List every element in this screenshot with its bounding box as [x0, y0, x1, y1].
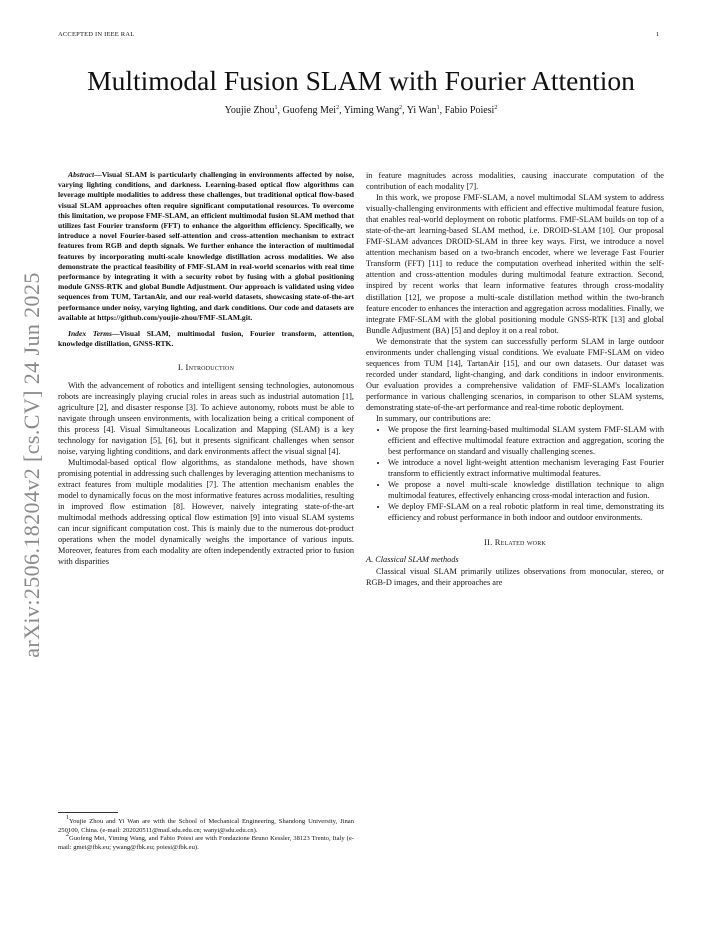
body-paragraph: Classical visual SLAM primarily utilizes observations from monocular, stereo, or RGB-D images, and their approaches are — [366, 566, 664, 587]
list-item: • We propose the first learning-based multimodal SLAM system FMF-SLAM with efficient and effective multimodal feature extraction and aggregation, scoring the best performance on standard and visually challenging scenes. — [388, 424, 664, 457]
body-paragraph: In this work, we propose FMF-SLAM, a novel multimodal SLAM system to address visually-challenging environments with efficient and effective multimodal feature fusion, that enables real-world deployment on robotic platforms. FMF-SLAM builds on top of a state-of-the-art learning-based SLAM method, i.e. DROID-SLAM [10]. Our proposal FMF-SLAM advances DROID-SLAM in three key ways. First, we introduce a novel attention mechanism based on a two-branch encoder, where we leverage Fast Fourier Transform (FFT) [11] to reduce the computation overhead inherited within the self-attention and cross-attention modules during multimodal feature extraction. Second, inspired by recent works that learn informative features through cross-modality distillation [12], we propose a multi-scale distillation method within the two-branch feature encoder to enhances the interaction and aggregation across modalities. Finally, we integrate FMF-SLAM with the global positioning module GNSS-RTK [13] and global Bundle Adjustment (BA) [5] and deploy it on a real robot. — [366, 193, 664, 335]
arxiv-stamp-text: arXiv:2506.18204v2 [cs.CV] 24 Jun 2025 — [19, 272, 44, 658]
footnote-mark: 2 — [66, 832, 69, 839]
author-name: Youjie Zhou — [224, 105, 275, 116]
affiliation-mark: 1 — [436, 105, 440, 111]
right-column — [366, 170, 664, 588]
body-paragraph: in feature magnitudes across modalities, causing inaccurate computation of the contribution of each modality [7]. — [366, 171, 664, 192]
abstract — [58, 170, 354, 323]
author-name: Yiming Wang — [343, 105, 400, 116]
footnote — [58, 815, 354, 835]
abstract-text: —Visual SLAM is particularly challenging in environments affected by noise, varying lighting conditions, and darkness. Learning-based optical flow algorithms can leverage multiple modalities to address these challenges, but traditional optical flow-based visual SLAM approaches often require significant computational resources. To overcome this limitation, we propose FMF-SLAM, an efficient multimodal fusion SLAM method that utilizes fast Fourier transform (FFT) to enhance the algorithm efficiency. Specifically, we introduce a novel Fourier-based self-attention and cross-attention mechanism to extract features from RGB and depth signals. We further enhance the interaction of multimodal features by incorporating multi-scale knowledge distillation across modalities. We also demonstrate the practical feasibility of FMF-SLAM in real-world scenarios with real time performance by integrating it with a security robot by fusing with a global positioning module GNSS-RTK and global Bundle Adjustment. Our approach is validated using video sequences from TUM, TartanAir, and our real-world datasets, showcasing state-of-the-art performance under noisy, varying lighting, and dark conditions. Our code and datasets are available at https://github.com/youjie-zhou/FMF-SLAM.git. — [58, 170, 354, 322]
running-head: ACCEPTED IN IEEE RAL — [58, 31, 135, 38]
footnote-text: Youjie Zhou and Yi Wan are with the School of Mechanical Engineering, Shandong University, Jinan 250100, China. (e-mail: 202020511@mail.sdu.edu.cn; wanyi@sdu.edu.cn). — [58, 818, 354, 834]
contribution-list — [366, 424, 664, 523]
page-number: 1 — [656, 31, 660, 38]
list-item: • We introduce a novel light-weight attention mechanism leveraging Fast Fourier transform to efficiently extract informative multimodal features. — [388, 457, 664, 479]
body-paragraph: Multimodal-based optical flow algorithms, as standalone methods, have shown promising potential in addressing such challenges by leveraging attention mechanisms to extract features from multiple modalities [7]. The attention mechanism enables the model to dynamically focus on the most informative features across modalities, resulting in improved flow estimation [8]. However, naively integrating state-of-the-art multimodal methods addressing optical flow estimation [9] into visual SLAM systems can incur significant computation cost. This is mainly due to the numerous dot-product operations when the model dynamically weighs the importance of various inputs. Moreover, features from each modality are often independently extracted prior to fusion with disparities — [58, 457, 354, 567]
footnote-text: Guofeng Mei, Yiming Wang, and Fabio Poiesi are with Fondazione Bruno Kessler, 38123 Trento, Italy (e-mail: gmei@fbk.eu; ywang@fbk.eu; poiesi@fbk.eu). — [58, 835, 354, 851]
affiliation-mark: 2 — [494, 105, 498, 111]
body-paragraph: We demonstrate that the system can successfully perform SLAM in large outdoor environments under challenging visual conditions. We evaluate FMF-SLAM on video sequences from TUM [14], TartanAir [15], and our own datasets. Our dataset was recorded under standard, light-changing, and dark conditions in indoor environments. Our evaluation provides a comprehensive validation of FMF-SLAM's localization performance in various challenging scenarios, in comparison to other SLAM systems, demonstrating state-of-the-art performance and real-time robotic deployment. — [366, 336, 664, 412]
footnotes — [58, 815, 354, 852]
affiliation-mark: 2 — [399, 105, 403, 111]
author-name: Yi Wan — [406, 105, 437, 116]
body-paragraph: With the advancement of robotics and intelligent sensing technologies, autonomous robots are increasingly playing crucial roles in areas such as industrial automation [1], agriculture [2], and disaster response [3]. To achieve autonomy, robots must be able to navigate through unseen environments, with localization being a critical component of this process [4]. Visual Simultaneous Localization and Mapping (SLAM) is a key technology for navigation [5], [6], but it presents significant challenges when sensor noise, varying lighting conditions, and dark environments affect the visual signal [4]. — [58, 380, 354, 456]
list-item: • We deploy FMF-SLAM on a real robotic platform in real time, demonstrating its efficiency and robust performance in both indoor and outdoor environments. — [388, 501, 664, 523]
footnote-rule — [58, 812, 118, 813]
section-heading-related-work: II. Related work — [484, 536, 546, 547]
list-item: • We propose a novel multi-scale knowledge distillation technique to align multimodal features, effectively enhancing cross-modal interaction and fusion. — [388, 479, 664, 501]
abstract-label: Abstract — [68, 170, 95, 179]
index-terms — [58, 329, 354, 349]
author-list: Youjie Zhou$^1$, Guofeng Mei$^2$, Yiming Wang$^2$, Yi Wan$^1$, Fabio Poiesi$^2$ — [224, 105, 498, 116]
footnote — [58, 832, 354, 852]
arxiv-stamp — [4, 230, 60, 700]
author-name: Fabio Poiesi — [444, 105, 495, 116]
footnote-mark: 1 — [66, 815, 69, 821]
index-terms-text: —Visual SLAM, multimodal fusion, Fourier transform, attention, knowledge distillation, GNSS-RTK. — [58, 329, 354, 349]
index-terms-label: Index Terms — [68, 329, 112, 339]
affiliation-mark: 1 — [274, 105, 278, 111]
author-name: Guofeng Mei — [282, 105, 337, 116]
left-column — [58, 170, 354, 567]
section-heading-introduction: I. Introduction — [177, 362, 235, 373]
affiliation-mark: 2 — [336, 105, 340, 111]
paper-title: Multimodal Fusion SLAM with Fourier Attention — [87, 65, 635, 96]
body-paragraph: In summary, our contributions are: — [376, 414, 491, 424]
subsection-heading: A. Classical SLAM methods — [366, 554, 459, 564]
